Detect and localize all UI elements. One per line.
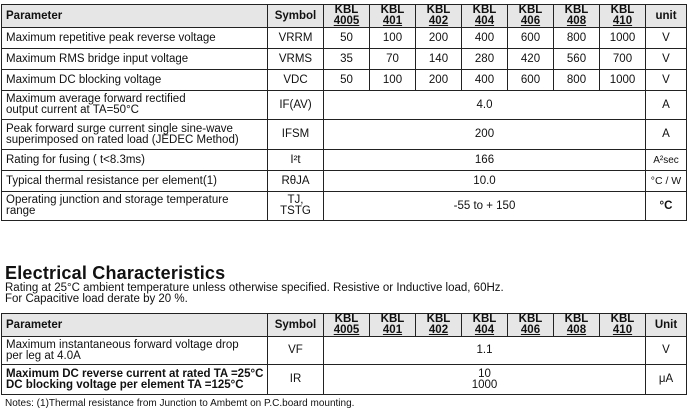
- row-value: 600: [508, 28, 554, 49]
- row-unit: V: [646, 70, 687, 91]
- table-header-row: [2, 314, 687, 337]
- table-row: [2, 171, 687, 192]
- header-part: KBL 410: [600, 5, 646, 28]
- table-row: [2, 337, 687, 365]
- row-value: 100: [370, 28, 416, 49]
- row-value: 400: [462, 28, 508, 49]
- rating-condition: Rating at 25°C ambient temperature unless otherwise specified. Resistive or Inductive load, 60Hz.: [5, 282, 504, 294]
- header-part: KBL 4005: [324, 5, 370, 28]
- row-parameter: Typical thermal resistance per element(1): [2, 171, 268, 192]
- row-parameter: Maximum RMS bridge input voltage: [2, 49, 268, 70]
- row-symbol: VRRM: [268, 28, 324, 49]
- row-value: 100: [370, 70, 416, 91]
- row-value: 1000: [600, 70, 646, 91]
- header-part: KBL 404: [462, 5, 508, 28]
- table-row: [2, 150, 687, 171]
- row-value: 200: [416, 70, 462, 91]
- header-part: KBL 4005: [324, 314, 370, 337]
- header-unit: unit: [646, 5, 687, 28]
- row-value: 10 1000: [324, 365, 646, 395]
- header-symbol: Symbol: [268, 314, 324, 337]
- row-value: 1000: [600, 28, 646, 49]
- electrical-table: [1, 313, 687, 395]
- row-value: 50: [324, 28, 370, 49]
- header-part: KBL 408: [554, 5, 600, 28]
- table-row: [2, 49, 687, 70]
- row-value: 166: [324, 150, 646, 171]
- row-parameter: Maximum average forward rectified output current at TA=50°C: [2, 91, 268, 120]
- row-value: 140: [416, 49, 462, 70]
- row-value: 800: [554, 70, 600, 91]
- row-value: 4.0: [324, 91, 646, 120]
- table-row: [2, 28, 687, 49]
- table-row: [2, 192, 687, 221]
- header-part: KBL 406: [508, 314, 554, 337]
- row-unit: V: [646, 49, 687, 70]
- header-part: KBL 402: [416, 314, 462, 337]
- header-parameter: Parameter: [2, 314, 268, 337]
- row-parameter: Operating junction and storage temperature range: [2, 192, 268, 221]
- header-part: KBL 401: [370, 314, 416, 337]
- row-value: 200: [324, 120, 646, 150]
- row-symbol: IR: [268, 365, 324, 395]
- row-symbol: TJ, TSTG: [268, 192, 324, 221]
- row-value: 1.1: [324, 337, 646, 365]
- row-value: 420: [508, 49, 554, 70]
- row-value: 35: [324, 49, 370, 70]
- row-value: 10.0: [324, 171, 646, 192]
- row-symbol: IF(AV): [268, 91, 324, 120]
- section-title: Electrical Characteristics: [5, 263, 226, 283]
- row-symbol: VF: [268, 337, 324, 365]
- row-parameter: Maximum repetitive peak reverse voltage: [2, 28, 268, 49]
- row-value: 280: [462, 49, 508, 70]
- table-row: [2, 70, 687, 91]
- header-part: KBL 410: [600, 314, 646, 337]
- row-unit: V: [646, 28, 687, 49]
- row-value: 200: [416, 28, 462, 49]
- row-value: 400: [462, 70, 508, 91]
- row-unit: °C / W: [646, 171, 687, 192]
- header-unit: Unit: [646, 314, 687, 337]
- header-part: KBL 408: [554, 314, 600, 337]
- header-symbol: Symbol: [268, 5, 324, 28]
- row-value: 70: [370, 49, 416, 70]
- row-unit: °C: [646, 192, 687, 221]
- row-parameter: Maximum instantaneous forward voltage drop per leg at 4.0A: [2, 337, 268, 365]
- row-symbol: VDC: [268, 70, 324, 91]
- header-part: KBL 401: [370, 5, 416, 28]
- row-symbol: I²t: [268, 150, 324, 171]
- row-symbol: IFSM: [268, 120, 324, 150]
- header-part: KBL 406: [508, 5, 554, 28]
- row-unit: V: [646, 337, 687, 365]
- table-row: [2, 365, 687, 395]
- row-value: -55 to + 150: [324, 192, 646, 221]
- row-parameter: Maximum DC reverse current at rated TA =25°C DC blocking voltage per element TA =125°C: [2, 365, 268, 395]
- row-parameter: Peak forward surge current single sine-wave superimposed on rated load (JEDEC Method): [2, 120, 268, 150]
- row-unit: A: [646, 120, 687, 150]
- header-part: KBL 404: [462, 314, 508, 337]
- derating-note: For Capacitive load derate by 20 %.: [5, 293, 188, 305]
- row-value: 50: [324, 70, 370, 91]
- row-unit: A²sec: [646, 150, 687, 171]
- row-parameter: Rating for fusing ( t<8.3ms): [2, 150, 268, 171]
- row-value: 800: [554, 28, 600, 49]
- row-unit: μA: [646, 365, 687, 395]
- header-parameter: Parameter: [2, 5, 268, 28]
- row-symbol: RθJA: [268, 171, 324, 192]
- row-parameter: Maximum DC blocking voltage: [2, 70, 268, 91]
- row-unit: A: [646, 91, 687, 120]
- table-row: [2, 120, 687, 150]
- row-value: 700: [600, 49, 646, 70]
- row-value: 560: [554, 49, 600, 70]
- footnote: Notes: (1)Thermal resistance from Junction to Ambemt on P.C.board mounting.: [5, 398, 355, 409]
- header-part: KBL 402: [416, 5, 462, 28]
- row-value: 600: [508, 70, 554, 91]
- ratings-table: [1, 4, 687, 221]
- table-header-row: [2, 5, 687, 28]
- row-symbol: VRMS: [268, 49, 324, 70]
- table-row: [2, 91, 687, 120]
